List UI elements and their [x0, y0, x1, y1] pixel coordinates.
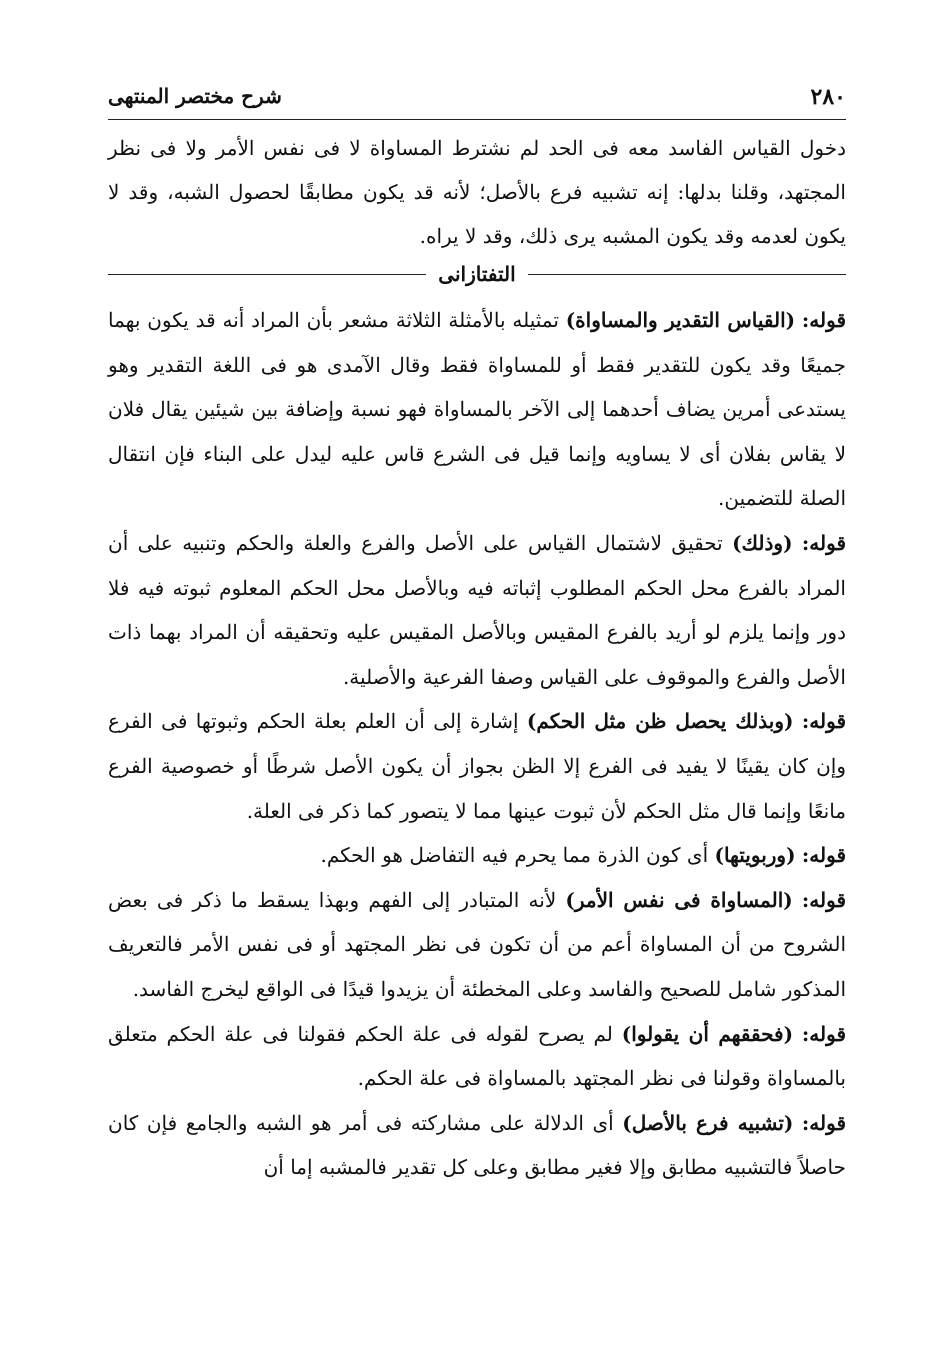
- page-number: ٢٨٠: [810, 84, 846, 110]
- commentary-text: لأنه المتبادر إلى الفهم وبهذا يسقط ما ذكر فى بعض الشروح من أن المساواة أعم من أن تكون فى نظر المجتهد أو فى نفس الأمر فالتعريف المذكور شامل للصحيح والفاسد وعلى المخطئة أن يزيدوا قيدًا فى الواقع ليخرج الفاسد.: [108, 887, 846, 1001]
- lemma-intro: قوله:: [801, 887, 847, 912]
- lemma-quote: (القياس التقدير والمساواة): [565, 308, 796, 332]
- main-text: دخول القياس الفاسد معه فى الحد لم نشترط المساواة لا فى نفس الأمر ولا فى نظر المجتهد، وقلنا بدلها: إنه تشبيه فرع بالأصل؛ لأنه قد يكون مطابقًا لحصول الشبه، وقد لا يكون لعدمه وقد يكون المشبه يرى ذلك، وقد لا يراه.: [108, 136, 846, 248]
- commentary-paragraph: [108, 298, 846, 521]
- book-title: شرح مختصر المنتهى: [108, 84, 282, 108]
- commentary-text: لم يصرح لقوله فى علة الحكم فقولنا فى علة الحكم متعلق بالمساواة وقولنا فى نظر المجتهد بالمساواة فى علة الحكم.: [108, 1021, 846, 1091]
- lemma-intro: قوله:: [801, 1110, 847, 1135]
- commentary-paragraph: [108, 1012, 846, 1101]
- commentary-paragraph: [108, 878, 846, 1012]
- lemma-quote: (فحققهم أن يقولوا): [621, 1021, 794, 1046]
- divider-line-left: [108, 274, 426, 275]
- lemma-quote: (المساواة فى نفس الأمر): [565, 887, 793, 912]
- page-header: [108, 84, 846, 114]
- header-rule: [108, 119, 846, 120]
- lemma-quote: (تشبيه فرع بالأصل): [622, 1110, 794, 1135]
- section-heading: التفتازانى: [438, 262, 516, 286]
- commentary-paragraph: [108, 833, 846, 878]
- commentary-text: تمثيله بالأمثلة الثلاثة مشعر بأن المراد أنه قد يكون بهما جميعًا وقد يكون للتقدير فقط أو للمساواة فقط وقال الآمدى هو فى اللغة التقدير وهو يستدعى أمرين يضاف أحدهما إلى الآخر بالمساواة فهو نسبة وإضافة بين شيئين يقال فلان لا يقاس بفلان أى لا يساويه وإنما قيل فى الشرع قاس عليه ليدل على البناء فإن انتقال الصلة للتضمين.: [108, 308, 846, 511]
- commentary-paragraph: [108, 699, 846, 833]
- lemma-intro: قوله:: [801, 308, 846, 332]
- lemma-quote: (وذلك): [732, 530, 793, 555]
- section-divider: [108, 262, 846, 286]
- lemma-intro: قوله:: [801, 843, 846, 868]
- lemma-quote: (وربويتها): [714, 843, 796, 868]
- commentary: [108, 298, 846, 1190]
- lemma-quote: (وبذلك يحصل ظن مثل الحكم): [526, 709, 794, 734]
- commentary-paragraph: [108, 1101, 846, 1190]
- lemma-intro: قوله:: [801, 709, 847, 734]
- lemma-intro: قوله:: [801, 530, 847, 555]
- commentary-text: أى الدلالة على مشاركته فى أمر هو الشبه والجامع فإن كان حاصلاً فالتشبيه مطابق وإلا فغير مطابق وعلى كل تقدير فالمشبه إما أن: [108, 1110, 846, 1180]
- lemma-intro: قوله:: [801, 1021, 847, 1046]
- commentary-text: أى كون الذرة مما يحرم فيه التفاضل هو الحكم.: [320, 843, 715, 868]
- commentary-text: تحقيق لاشتمال القياس على الأصل والفرع والعلة والحكم وتنبيه على أن المراد بالفرع محل الحكم المطلوب إثباته فيه وبالأصل محل الحكم المعلوم ثبوته فيه فلا دور وإنما يلزم لو أريد بالفرع المقيس وبالأصل المقيس عليه وتحقيقه أن المراد بهما ذات الأصل والفرع والموقوف على القياس وصفا الفرعية والأصلية.: [108, 530, 846, 689]
- divider-line-right: [528, 274, 846, 275]
- commentary-text: إشارة إلى أن العلم بعلة الحكم وثبوتها فى الفرع وإن كان يقينًا لا يفيد فى الفرع إلا الظن بجواز أن يكون الأصل شرطًا أو خصوصية الفرع مانعًا وإنما قال مثل الحكم لأن ثبوت عينها مما لا يتصور كما ذكر فى العلة.: [108, 709, 846, 823]
- commentary-paragraph: [108, 521, 846, 699]
